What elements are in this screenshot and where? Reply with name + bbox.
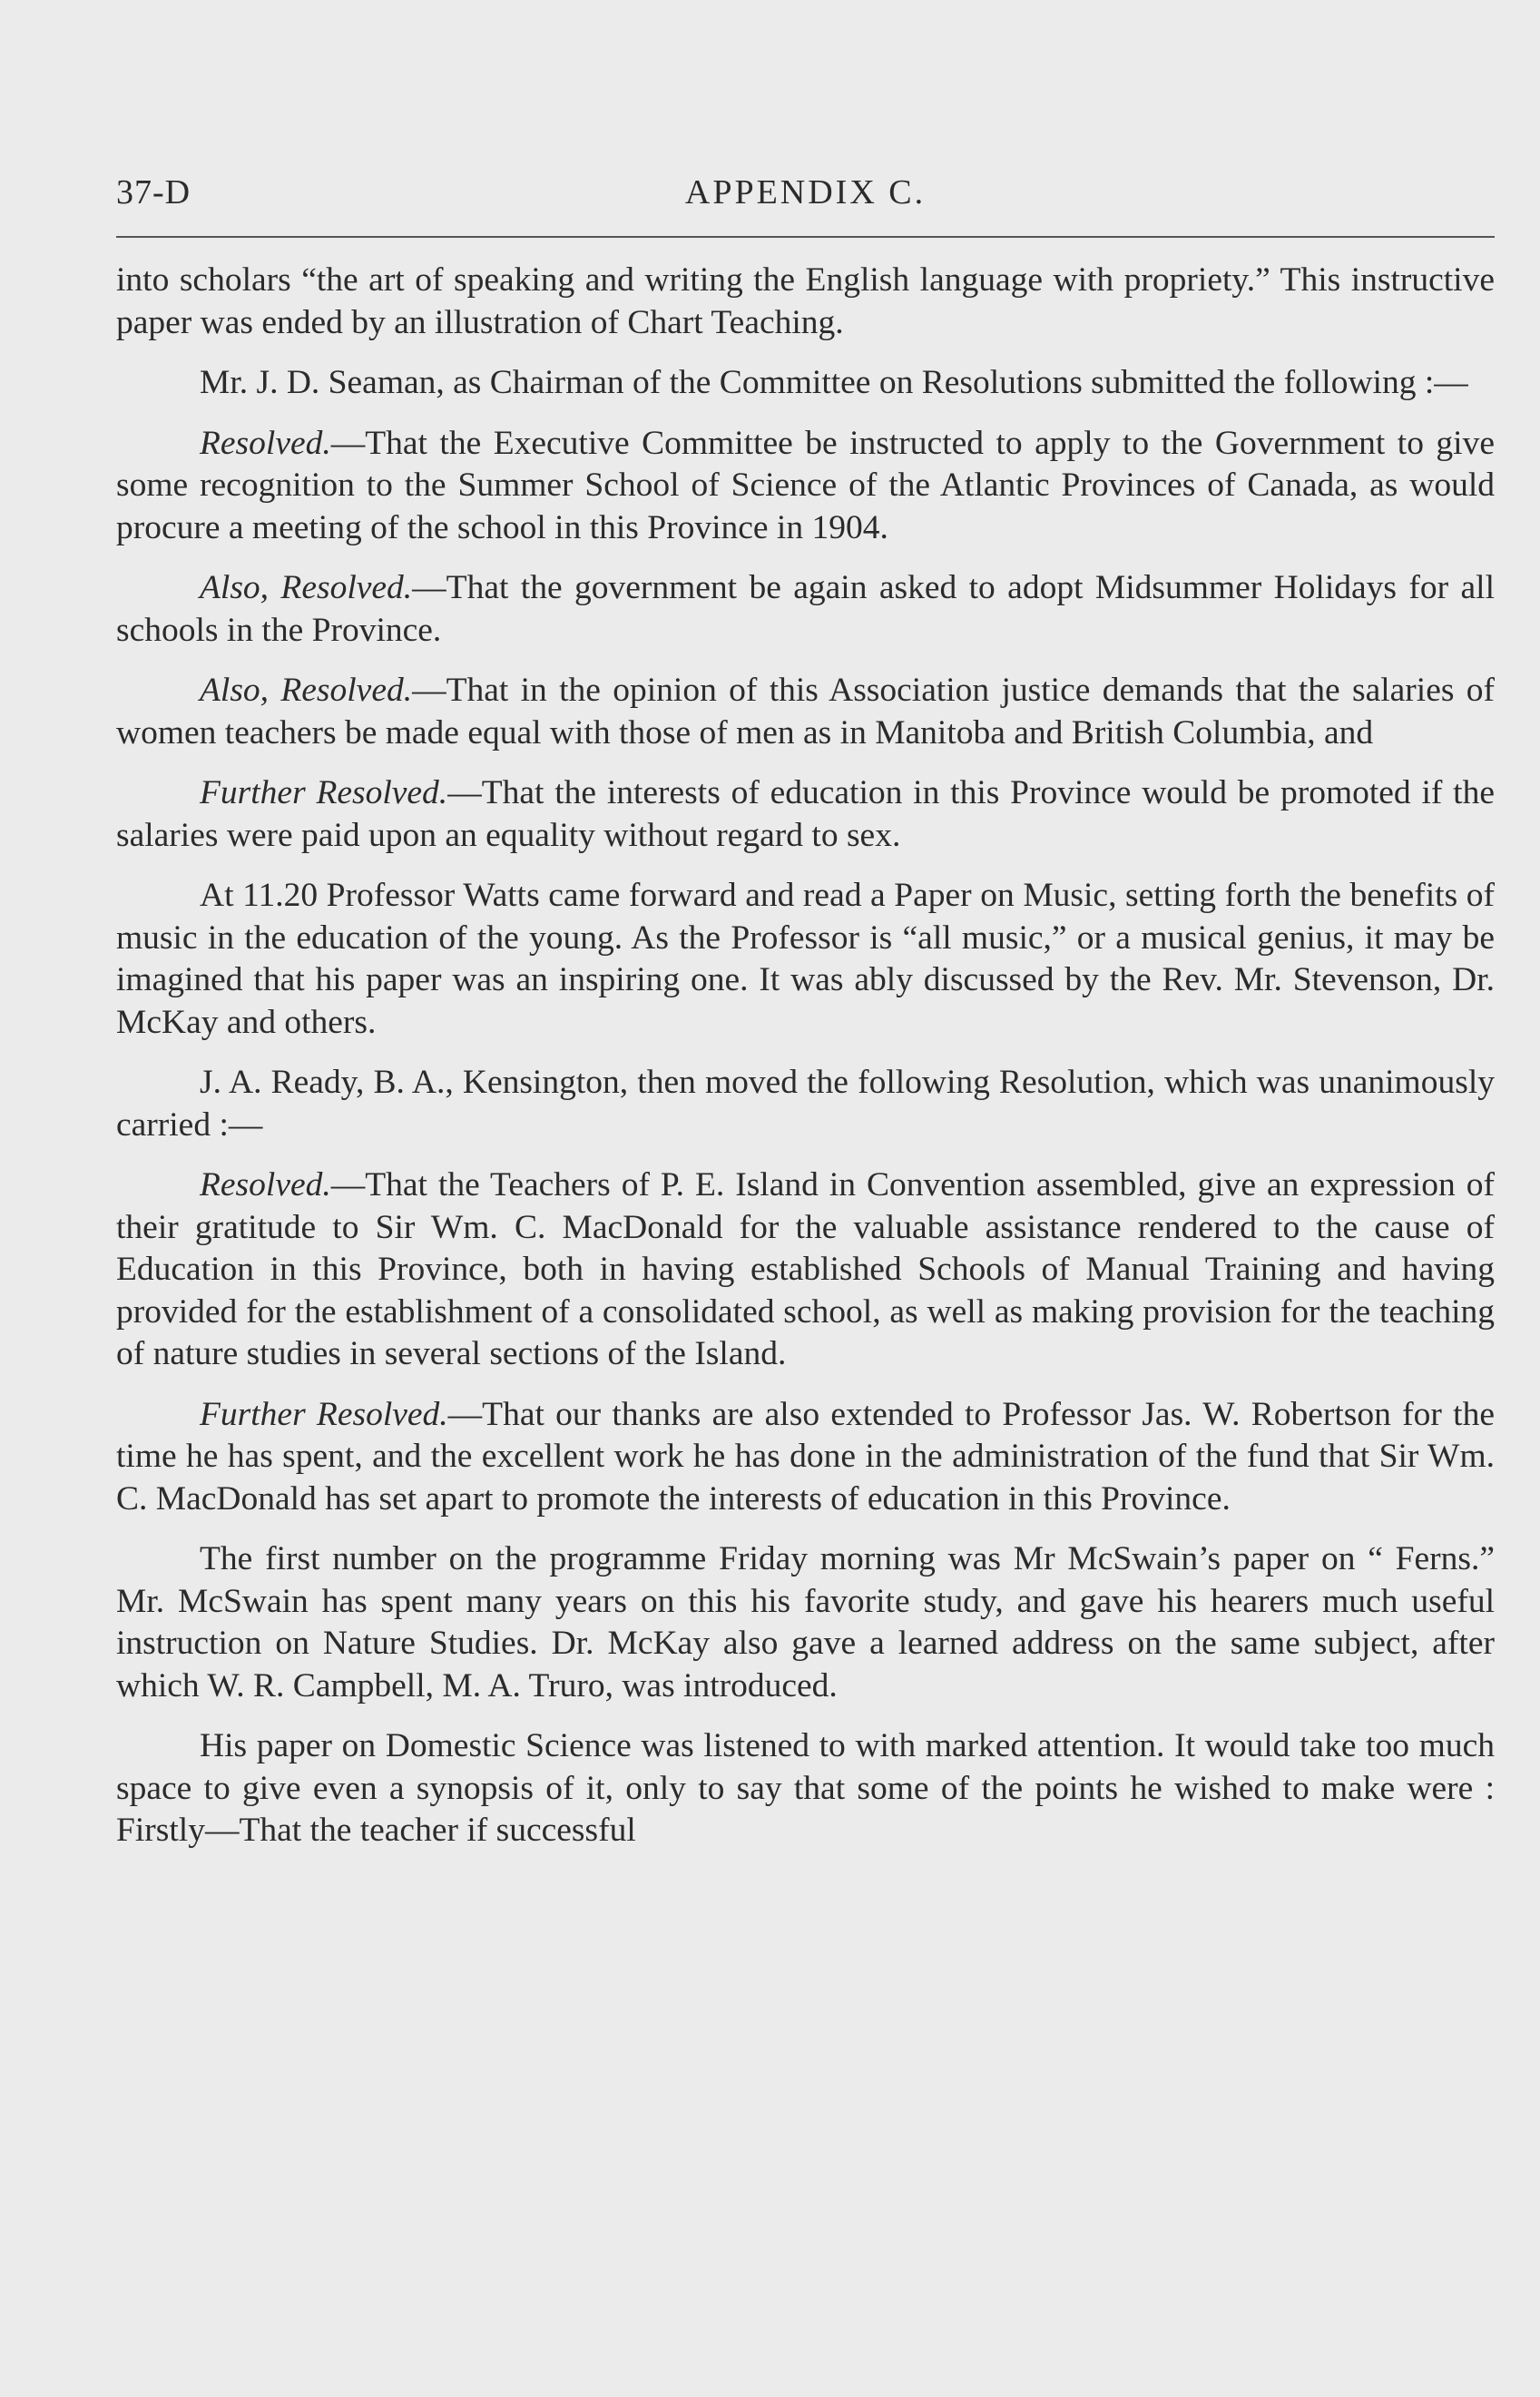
paragraph: The first number on the programme Friday morning was Mr McSwain’s paper on “ Ferns.” Mr. McSwain has spent many years on this his favorite study, and gave his hearers much useful instruction on Nature Studies. Dr. McKay also gave a learned address on the same subject, after which W. R. Campbell, M. A. Truro, was introduced. <box>116 1540 1495 1704</box>
paragraph: J. A. Ready, B. A., Kensington, then moved the following Resolution, which was unanimously carried :— <box>116 1064 1495 1144</box>
resolution-lead: Resolved. <box>200 1166 331 1203</box>
paragraph: His paper on Domestic Science was listened to with marked attention. It would take too much space to give even a synopsis of it, only to say that some of the points he wished to make were : Firstly—That the teacher if successful <box>116 1727 1495 1849</box>
resolution-lead: Also, Resolved. <box>200 569 413 606</box>
resolution-paragraph: Also, Resolved.—That in the opinion of this Association justice demands that the salaries of women teachers be made equal with those of men as in Manitoba and British Columbia, and <box>116 672 1495 752</box>
resolution-paragraph: Resolved.—That the Executive Committee be instructed to apply to the Government to give some recognition to the Summer School of Science of the Atlantic Provinces of Canada, as would procure a meeting of the school in this Province in 1904. <box>116 424 1495 546</box>
running-title: APPENDIX C. <box>684 173 927 211</box>
paragraph: At 11.20 Professor Watts came forward and read a Paper on Music, setting forth the benefits of music in the education of the young. As the Professor is “all music,” or a musical genius, it may be imagined that his paper was an inspiring one. It was ably discussed by the Rev. Mr. Stevenson, Dr. McKay and others. <box>116 877 1495 1041</box>
resolution-lead: Resolved. <box>200 424 331 462</box>
paragraph: Mr. J. D. Seaman, as Chairman of the Committee on Resolutions submitted the following :— <box>200 364 1468 401</box>
resolution-lead: Also, Resolved. <box>200 672 413 709</box>
paragraph: into scholars “the art of speaking and writing the English language with propriety.” This instructive paper was ended by an illustration of Chart Teaching. <box>116 261 1495 341</box>
body-text <box>116 260 1495 1852</box>
resolution-paragraph: Also, Resolved.—That the government be again asked to adopt Midsummer Holidays for all schools in the Province. <box>116 569 1495 649</box>
header-rule <box>116 236 1495 238</box>
resolution-lead: Further Resolved. <box>200 774 448 811</box>
resolution-lead: Further Resolved. <box>200 1395 448 1433</box>
page-header <box>116 172 1495 223</box>
resolution-paragraph: Further Resolved.—That our thanks are also extended to Professor Jas. W. Robertson for the time he has spent, and the excellent work he has done in the administration of the fund that Sir Wm. C. MacDonald has set apart to promote the interests of education in this Province. <box>116 1395 1495 1518</box>
resolution-paragraph: Resolved.—That the Teachers of P. E. Island in Convention assembled, give an expression of their gratitude to Sir Wm. C. MacDonald for the valuable assistance rendered to the cause of Education in this Province, both in having established Schools of Manual Training and having provided for the establishment of a consolidated school, as well as making provision for the teaching of nature studies in several sections of the Island. <box>116 1166 1495 1372</box>
page-number: 37-D <box>116 173 191 211</box>
resolution-paragraph: Further Resolved.—That the interests of education in this Province would be promoted if the salaries were paid upon an equality without regard to sex. <box>116 774 1495 854</box>
